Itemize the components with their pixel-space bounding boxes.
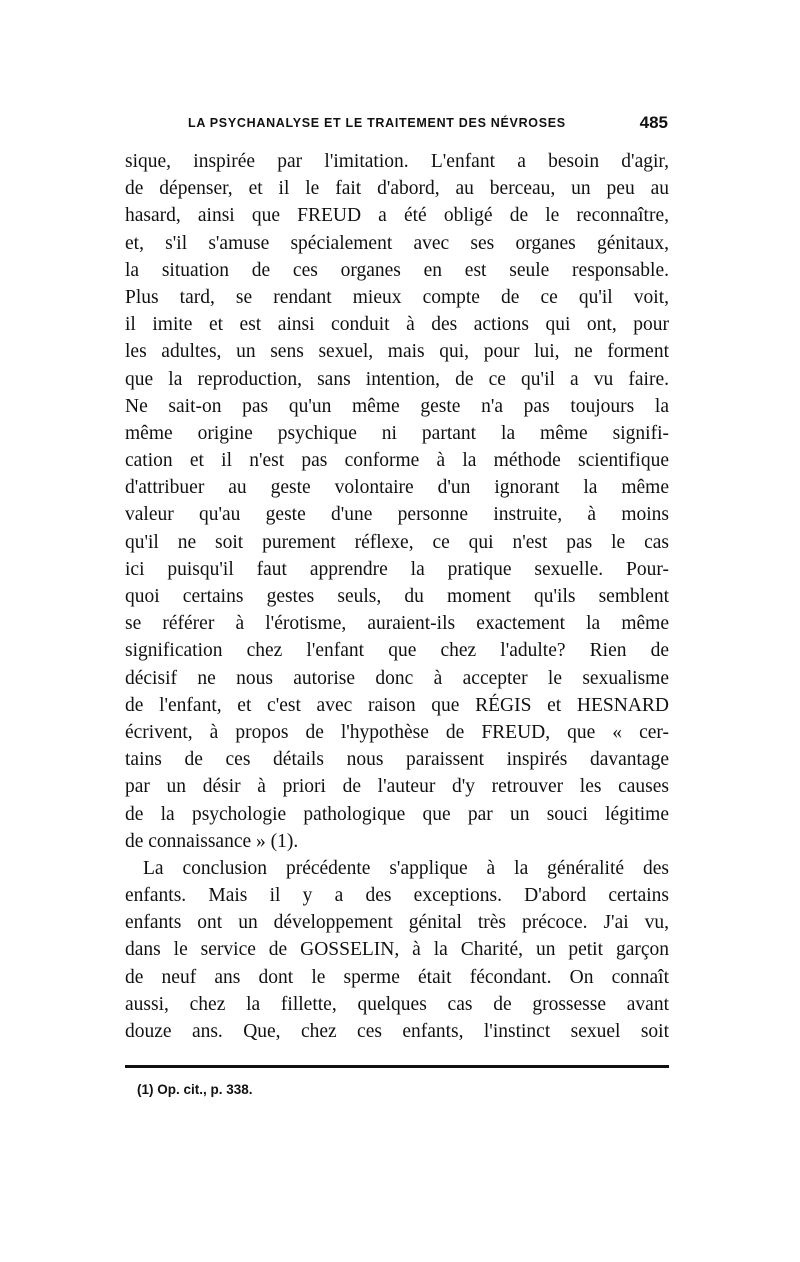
body-text xyxy=(125,148,669,1045)
text-line: de l'enfant, et c'est avec raison que RÉGIS et HESNARD xyxy=(125,694,669,716)
text-line: écrivent, à propos de l'hypothèse de FREUD, que « cer- xyxy=(125,721,669,743)
text-line: enfants. Mais il y a des exceptions. D'abord certains xyxy=(125,885,669,907)
paragraph-start-line: La conclusion précédente s'applique à la généralité des xyxy=(143,857,669,879)
text-line: d'attribuer au geste volontaire d'un ignorant la même xyxy=(125,477,669,499)
page-header xyxy=(188,113,668,136)
text-line: tains de ces détails nous paraissent inspirés davantage xyxy=(125,749,669,771)
text-line: il imite et est ainsi conduit à des actions qui ont, pour xyxy=(125,314,669,336)
text-line: de dépenser, et il le fait d'abord, au berceau, un peu au xyxy=(125,178,669,200)
text-line: aussi, chez la fillette, quelques cas de grossesse avant xyxy=(125,993,669,1015)
footnote: (1) Op. cit., p. 338. xyxy=(137,1082,253,1097)
text-line: cation et il n'est pas conforme à la méthode scientifique xyxy=(125,450,669,472)
text-line: valeur qu'au geste d'une personne instruite, à moins xyxy=(125,504,669,526)
text-line: même origine psychique ni partant la même signifi- xyxy=(125,422,669,444)
text-line: se référer à l'érotisme, auraient-ils exactement la même xyxy=(125,613,669,635)
footnote-divider xyxy=(125,1065,669,1068)
text-line: enfants ont un développement génital très précoce. J'ai vu, xyxy=(125,912,669,934)
text-line: de neuf ans dont le sperme était fécondant. On connaît xyxy=(125,966,669,988)
text-line: qu'il ne soit purement réflexe, ce qui n'est pas le cas xyxy=(125,531,669,553)
text-line: quoi certains gestes seuls, du moment qu'ils semblent xyxy=(125,586,669,607)
text-line: par un désir à priori de l'auteur d'y retrouver les causes xyxy=(125,776,669,798)
page-number: 485 xyxy=(639,113,668,132)
paragraph-end-line: de connaissance » (1). xyxy=(125,830,299,852)
text-line: et, s'il s'amuse spécialement avec ses organes génitaux, xyxy=(125,232,669,254)
text-line: signification chez l'enfant que chez l'adulte? Rien de xyxy=(125,640,669,662)
text-line: Plus tard, se rendant mieux compte de ce qu'il voit, xyxy=(125,286,669,308)
text-line: décisif ne nous autorise donc à accepter le sexualisme xyxy=(125,667,669,689)
text-line: la situation de ces organes en est seule responsable. xyxy=(125,259,669,281)
text-line: hasard, ainsi que FREUD a été obligé de le reconnaître, xyxy=(125,205,669,227)
text-line: Ne sait-on pas qu'un même geste n'a pas toujours la xyxy=(125,395,669,417)
text-line: ici puisqu'il faut apprendre la pratique sexuelle. Pour- xyxy=(125,558,669,580)
text-line: les adultes, un sens sexuel, mais qui, pour lui, ne forment xyxy=(125,341,669,363)
text-line: dans le service de GOSSELIN, à la Charité, un petit garçon xyxy=(125,939,669,961)
text-line: douze ans. Que, chez ces enfants, l'instinct sexuel soit xyxy=(125,1021,669,1042)
text-line: de la psychologie pathologique que par un souci légitime xyxy=(125,803,669,825)
text-line: que la reproduction, sans intention, de ce qu'il a vu faire. xyxy=(125,368,669,390)
running-title: LA PSYCHANALYSE ET LE TRAITEMENT DES NÉVROSES xyxy=(188,116,566,130)
text-line: sique, inspirée par l'imitation. L'enfant a besoin d'agir, xyxy=(125,151,669,172)
